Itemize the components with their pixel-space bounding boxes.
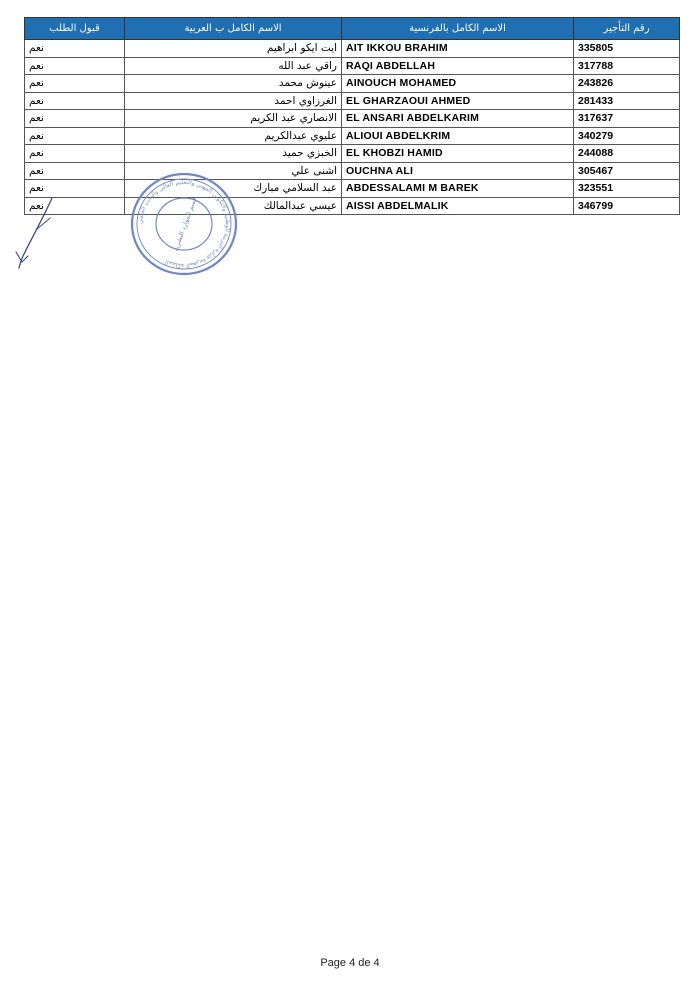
cell-name-french: ABDESSALAMI M BAREK [342,180,574,198]
cell-accepted: نعم [25,75,125,93]
cell-accepted: نعم [25,110,125,128]
cell-name-french: OUCHNA ALI [342,162,574,180]
cell-accepted: نعم [25,197,125,215]
cell-accepted: نعم [25,162,125,180]
svg-text:المملكة المغربية وزارة التربية: المملكة المغربية وزارة التربية الوطنية والتكوين المهني والتعليم العالي والبحث العلمي [136,178,232,270]
cell-registration-number: 281433 [574,92,680,110]
cell-registration-number: 340279 [574,127,680,145]
cell-registration-number: 243826 [574,75,680,93]
table-row [25,162,680,180]
table-header-row [25,18,680,40]
cell-name-arabic: الانصاري عبد الكريم [125,110,342,128]
cell-name-arabic: ايت ايكو ابراهيم [125,40,342,58]
page-footer: Page 4 de 4 [320,957,380,969]
cell-registration-number: 335805 [574,40,680,58]
cell-registration-number: 317788 [574,57,680,75]
cell-registration-number: 305467 [574,162,680,180]
cell-name-french: EL KHOBZI HAMID [342,145,574,163]
cell-name-arabic: عبد السلامي مبارك [125,180,342,198]
table-row [25,197,680,215]
header-name-french: الاسم الكامل بالفرنسية [342,18,574,40]
table-row [25,180,680,198]
header-name-arabic: الاسم الكامل ب العربية [125,18,342,40]
cell-name-french: AISSI ABDELMALIK [342,197,574,215]
cell-name-arabic: اشنى علي [125,162,342,180]
table-row [25,57,680,75]
cell-registration-number: 323551 [574,180,680,198]
header-registration-number: رقم التأجير [574,18,680,40]
table-row [25,110,680,128]
cell-name-french: AIT IKKOU BRAHIM [342,40,574,58]
cell-name-french: RAQI ABDELLAH [342,57,574,75]
cell-registration-number: 244088 [574,145,680,163]
cell-accepted: نعم [25,180,125,198]
cell-name-french: EL ANSARI ABDELKARIM [342,110,574,128]
table-row [25,75,680,93]
cell-accepted: نعم [25,127,125,145]
cell-name-arabic: الخبزي حميد [125,145,342,163]
cell-name-arabic: عليوي عبدالكريم [125,127,342,145]
cell-accepted: نعم [25,145,125,163]
table-row [25,127,680,145]
cell-name-arabic: عينوش محمد [125,75,342,93]
cell-name-arabic: راقي عبد الله [125,57,342,75]
signature-mark [12,192,58,272]
cell-accepted: نعم [25,57,125,75]
cell-registration-number: 317637 [574,110,680,128]
cell-accepted: نعم [25,40,125,58]
cell-name-arabic: عيسي عبدالمالك [125,197,342,215]
cell-name-french: EL GHARZAOUI AHMED [342,92,574,110]
staff-table [24,17,680,215]
header-accepted: قبول الطلب [25,18,125,40]
table-row [25,40,680,58]
cell-accepted: نعم [25,92,125,110]
cell-name-french: ALIOUI ABDELKRIM [342,127,574,145]
svg-text:قسم الموارد البشرية: قسم الموارد البشرية [171,196,199,253]
cell-name-arabic: الغرزاوي احمد [125,92,342,110]
table-row [25,92,680,110]
table-row [25,145,680,163]
cell-name-french: AINOUCH MOHAMED [342,75,574,93]
cell-registration-number: 346799 [574,197,680,215]
official-stamp [128,170,240,278]
